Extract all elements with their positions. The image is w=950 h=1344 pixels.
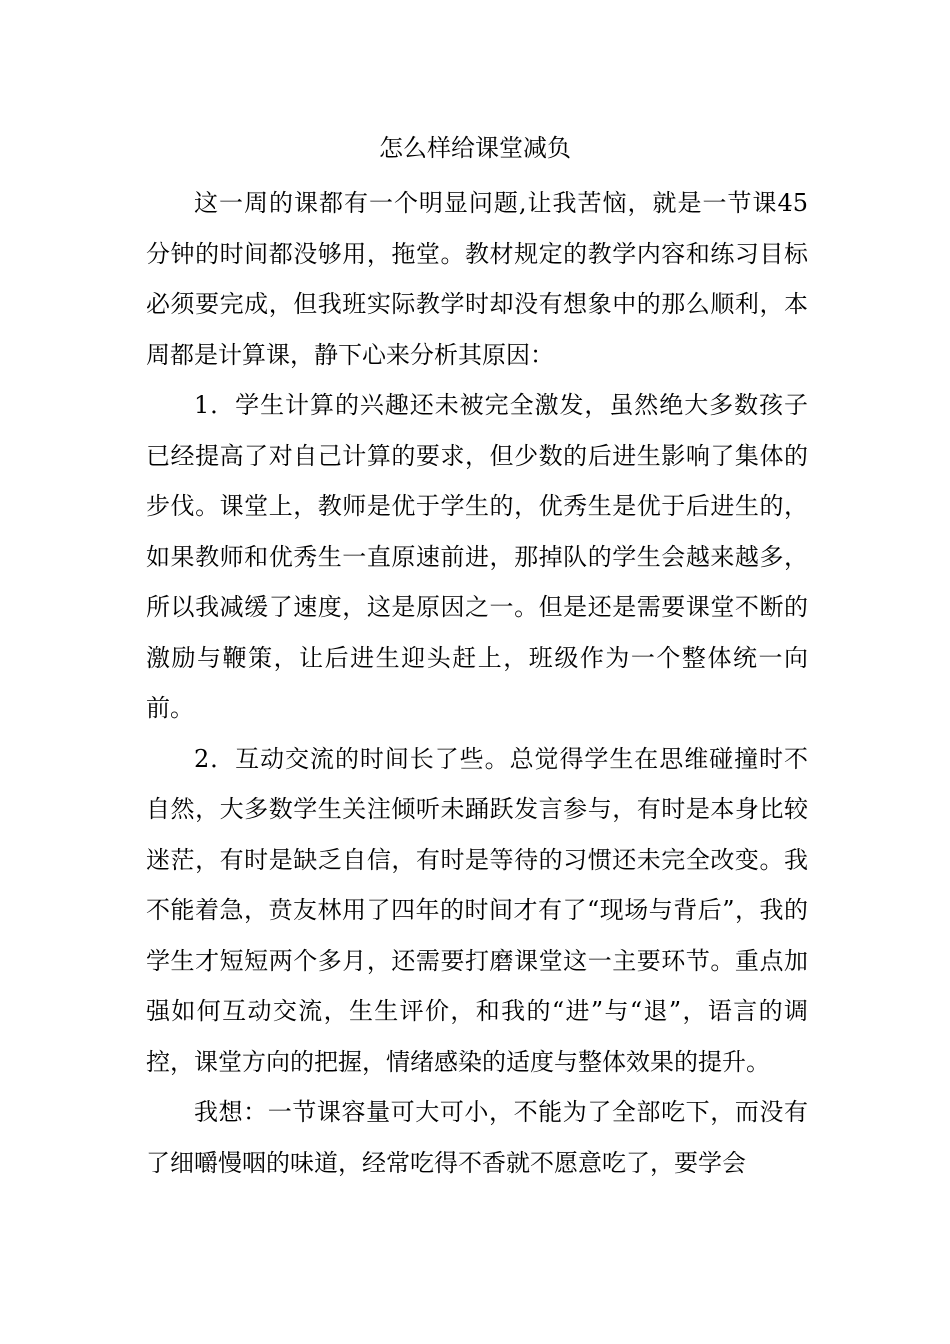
paragraph-point-1: 1．学生计算的兴趣还未被完全激发，虽然绝大多数孩子已经提高了对自己计算的要求，但少数的后进生影响了集体的步伐。课堂上，教师是优于学生的，优秀生是优于后进生的，如果教师和优秀生一直原速前进，那掉队的学生会越来越多，所以我减缓了速度，这是原因之一。但是还是需要课堂不断的激励与鞭策，让后进生迎头赶上，班级作为一个整体统一向前。 <box>146 391 808 722</box>
paragraph-reflection: 我想：一节课容量可大可小，不能为了全部吃下，而没有了细嚼慢咽的味道，经常吃得不香就不愿意吃了，要学会 <box>146 1098 808 1177</box>
document-body <box>146 178 808 1188</box>
document-title: 怎么样给课堂减负 <box>379 134 571 162</box>
paragraph-point-2: 2．互动交流的时间长了些。总觉得学生在思维碰撞时不自然，大多数学生关注倾听未踊跃发言参与，有时是本身比较迷茫，有时是缺乏自信，有时是等待的习惯还未完全改变。我不能着急，贲友林用了四年的时间才有了“现场与背后”，我的学生才短短两个多月，还需要打磨课堂这一主要环节。重点加强如何互动交流，生生评价，和我的“进”与“退”，语言的调控，课堂方向的把握，情绪感染的适度与整体效果的提升。 <box>146 744 808 1076</box>
paragraph-intro: 这一周的课都有一个明显问题,让我苦恼，就是一节课45分钟的时间都没够用，拖堂。教材规定的教学内容和练习目标必须要完成，但我班实际教学时却没有想象中的那么顺利，本周都是计算课，静下心来分析其原因： <box>146 189 808 369</box>
